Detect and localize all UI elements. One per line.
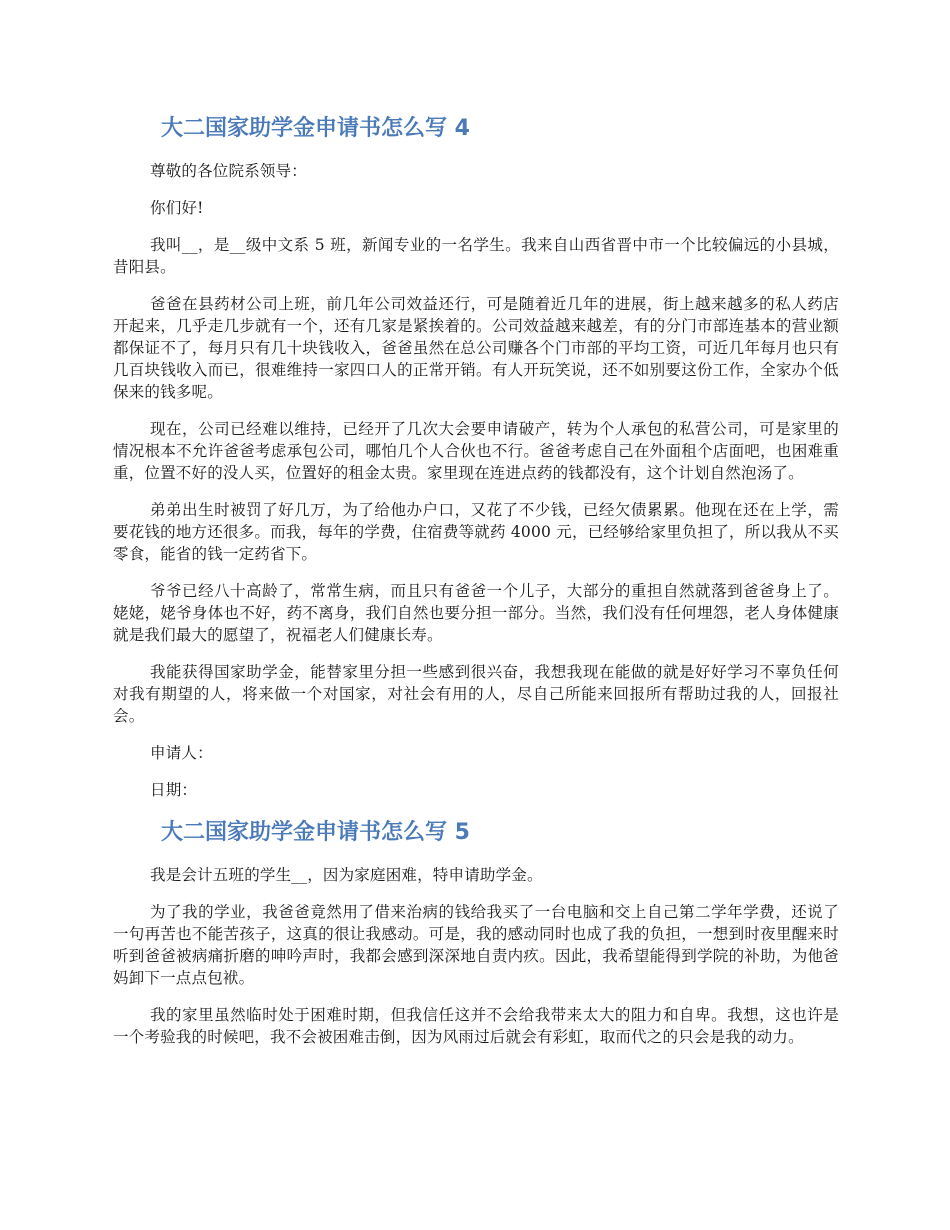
section-title-4: 大二国家助学金申请书怎么写 4 (161, 116, 470, 141)
document-page (113, 112, 839, 1063)
paragraph-company: 现在，公司已经难以维持，已经开了几次大会要申请破产，转为个人承包的私营公司，可是家里的情况根本不允许爸爸考虑承包公司，哪怕几个人合伙也不行。爸爸考虑自己在外面租个店面吧，也困难重重，位置不好的没人买，位置好的租金太贵。家里现在连进点药的钱都没有，这个计划自然泡汤了。 (113, 420, 839, 482)
paragraph-father-sacrifice: 为了我的学业，我爸爸竟然用了借来治病的钱给我买了一台电脑和交上自己第二学年学费，还说了一句再苦也不能苦孩子，这真的很让我感动。可是，我的感动同时也成了我的负担，一想到时夜里醒来时听到爸爸被病痛折磨的呻吟声时，我都会感到深深地自责内疚。因此，我希望能得到学院的补助，为他爸妈卸下一点点包袱。 (113, 903, 839, 987)
paragraph-intro: 我叫__，是__级中文系 5 班，新闻专业的一名学生。我来自山西省晋中市一个比较偏远的小县城，昔阳县。 (113, 236, 839, 276)
paragraph-father: 爸爸在县药材公司上班，前几年公司效益还行，可是随着近几年的进展，街上越来越多的私人药店开起来，几乎走几步就有一个，还有几家是紧挨着的。公司效益越来越差，有的分门市部连基本的营业额都保证不了，每月只有几十块钱收入，爸爸虽然在总公司赚各个门市部的平均工资，可近几年每月也只有几百块钱收入而已，很难维持一家四口人的正常开销。有人开玩笑说，还不如别要这份工作，全家办个低保来的钱多呢。 (113, 295, 839, 401)
section-title-5: 大二国家助学金申请书怎么写 5 (161, 820, 470, 845)
paragraph-brother: 弟弟出生时被罚了好几万，为了给他办户口，又花了不少钱，已经欠债累累。他现在还在上学，需要花钱的地方还很多。而我，每年的学费，住宿费等就药 4000 元，已经够给家里负担了，所以我从不买零食，能省的钱一定药省下。 (113, 501, 839, 563)
salutation: 尊敬的各位院系领导： (150, 162, 308, 180)
greeting: 你们好! (150, 199, 204, 217)
paragraph-statement: 我是会计五班的学生__，因为家庭困难，特申请助学金。 (150, 866, 543, 884)
paragraph-resolve: 我的家里虽然临时处于困难时期，但我信任这并不会给我带来太大的阻力和自卑。我想，这也许是一个考验我的时候吧，我不会被困难击倒，因为风雨过后就会有彩虹，取而代之的只会是我的动力。 (113, 1006, 839, 1046)
date-label: 日期： (150, 781, 198, 799)
paragraph-gratitude: 我能获得国家助学金，能替家里分担一些感到很兴奋，我想我现在能做的就是好好学习不辜负任何对我有期望的人，将来做一个对国家，对社会有用的人，尽自己所能来回报所有帮助过我的人，回报社会。 (113, 663, 839, 725)
applicant-label: 申请人： (150, 744, 213, 762)
paragraph-grandparents: 爷爷已经八十高龄了，常常生病，而且只有爸爸一个儿子，大部分的重担自然就落到爸爸身上了。姥姥，姥爷身体也不好，药不离身，我们自然也要分担一部分。当然，我们没有任何埋怨，老人身体健康就是我们最大的愿望了，祝福老人们健康长寿。 (113, 582, 839, 644)
